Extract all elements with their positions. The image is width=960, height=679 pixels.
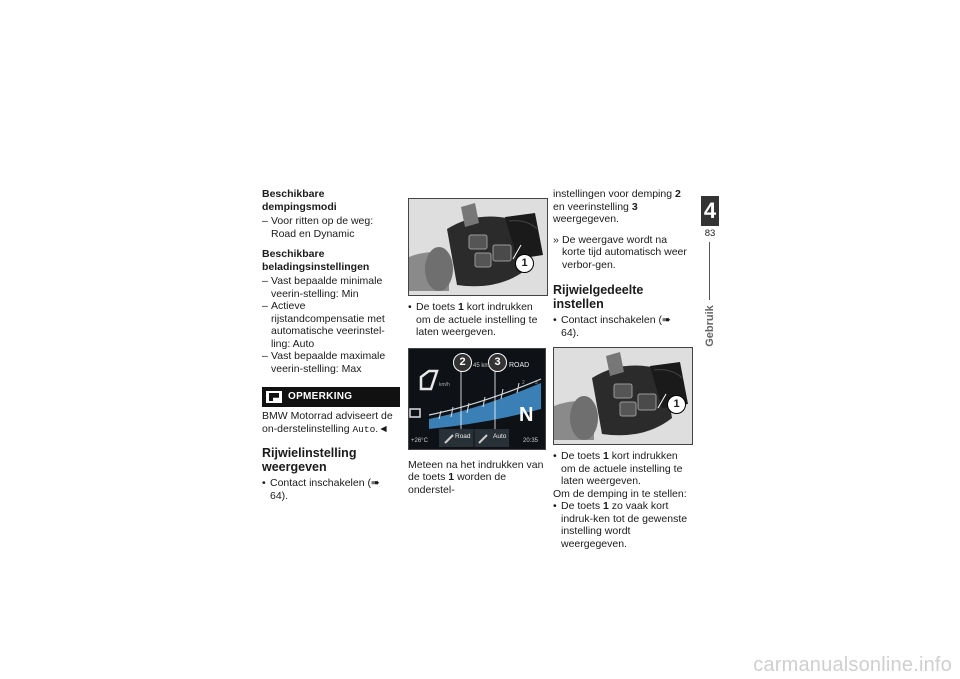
side-value-a: 2 [522,379,525,386]
damping-heading: Beschikbare dempingsmodi [262,188,337,213]
press-pre: De toets [416,301,456,313]
note-code: Auto [352,423,376,435]
handlebar-switch-image [408,198,548,296]
press2-ref: 1 [603,450,609,462]
column-1 [262,188,400,502]
section-heading-adjust: Rijwielgedeelte instellen [553,283,644,311]
damping-instruction: Om de demping in te stellen: [553,487,687,500]
continued-paragraph [553,188,691,226]
press3-pre: De toets [561,500,601,512]
cont-post: weergegeven. [553,213,619,225]
press3-ref: 1 [603,500,609,512]
odometer-text: 45 km [473,362,490,369]
contact-bullet: • Contact inschakelen (➠ 64). [262,477,400,502]
load-item-auto: – Actieve rijstandcompensatie met automatische veerinstel-ling: Auto [262,300,400,350]
cont-pre: instellingen voor demping [553,188,673,200]
side-value-b: 3 [535,379,538,386]
load-item-max: – Vast bepaalde maximale veerin-stelling: Max [262,350,400,375]
motorcycle-note-icon [266,391,282,403]
chapter-number: 4 [701,196,719,226]
clock-text: 20:35 [523,437,539,444]
note-label: OPMERKING [288,390,353,402]
column-2 [408,198,546,496]
note-text [262,410,400,436]
watermark-footer: carmanualsonline.info [753,654,952,676]
cont-ref-b: 3 [631,200,638,213]
tab-divider [709,242,710,300]
temperature-text: +26°C [411,437,428,444]
display-paragraph [408,459,546,497]
cont-mid: en veerinstelling [553,200,629,213]
handlebar-switch-image-2 [553,347,693,445]
gear-indicator: N [519,403,534,426]
mode-text: ROAD [509,361,530,369]
note-body: BMW Motorrad adviseert de on-derstelinstelling [262,410,393,435]
section-heading: Rijwielinstelling weergeven [262,446,357,474]
press-bullet-3 [553,500,691,550]
handlebar-switch-drawing [409,199,547,295]
load-value: Auto [493,432,507,440]
press2-pre: De toets [561,450,601,462]
load-item-min: – Vast bepaalde minimale veerin-stelling: Min [262,275,400,300]
contact-bullet-2: • Contact inschakelen (➠ 64). [553,314,691,339]
callout-1-b: 1 [667,395,686,414]
press-ref: 1 [458,301,464,313]
callout-3: 3 [488,353,507,372]
cont-ref-a: 2 [675,188,681,200]
chapter-label: Gebruik [703,305,716,347]
speed-unit: km/h [439,381,450,388]
note-end: .◄ [375,422,389,435]
press-post: kort indrukken om de actuele instelling te laten weergeven. [416,301,538,338]
column-3 [553,188,691,550]
damping-value: Road [455,432,471,440]
press3-post: zo vaak kort indruk-ken tot de gewenste instelling wordt weergegeven. [561,500,688,550]
result-line: » De weergave wordt na korte tijd automatisch weer verbor-gen. [553,234,691,272]
callout-1: 1 [515,254,534,273]
para-ref: 1 [448,471,455,483]
press-bullet-2 [553,450,691,488]
page-number: 83 [704,228,716,239]
para-post: worden de onderstel- [408,471,507,496]
callout-2: 2 [453,353,472,372]
damping-item: – Voor ritten op de weg: Road en Dynamic [262,215,400,240]
load-heading: Beschikbare beladingsinstellingen [262,248,370,273]
press2-post: kort indrukken om de actuele instelling te laten weergeven. [561,450,683,487]
para-pre: Meteen na het indrukken van de toets [408,458,544,483]
press-bullet [408,301,546,339]
note-banner [262,387,400,407]
tft-display-image [408,348,546,450]
